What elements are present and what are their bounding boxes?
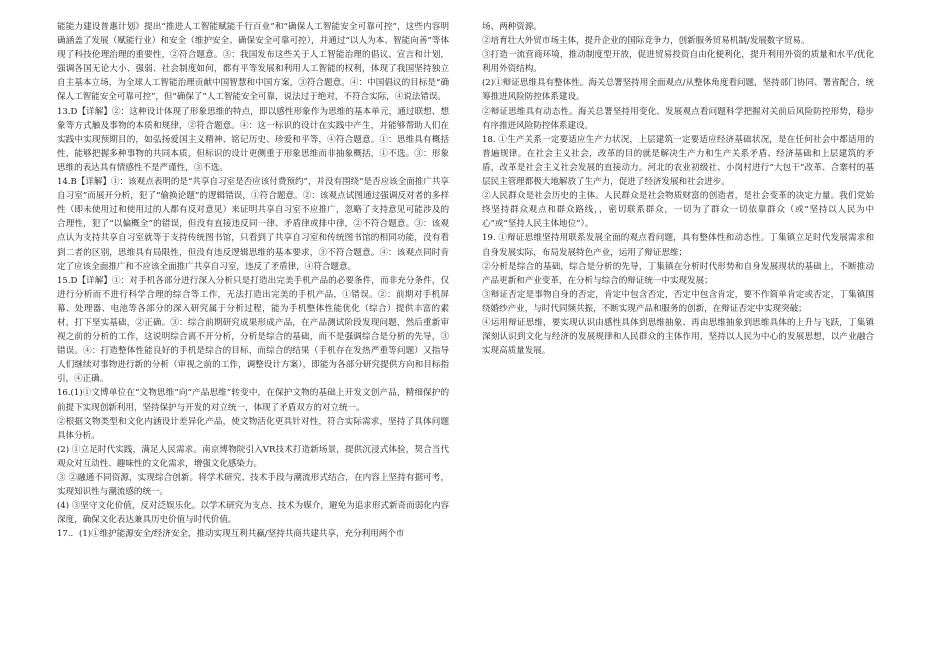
paragraph: ②分析是综合的基础，综合是分析的先导，丁集镇在分析时代形势和自身发展现状的基础上，不断推动产品更新和产业变革，在分析与综合的辩证统一中实现发展； [482, 261, 874, 286]
paragraph: 14.B【详解】①：该观点表明的是“共享自习室是否应该付费预约”，并没有围绕“是否应该全面推广共享自习室”而展开分析，犯了“偷换论题”的逻辑错误，①符合题意。②：该观点试图通过强调反对者的多样性（即未使用过和使用过的人都有反对意见）来证明共享自习室不应推广，忽略了支持意见可能涉及的合理性，犯了“以偏概全”的错误，但没有直接违反同一律、矛盾律或排中律，②不符合题意。③：该观点认为支持共享自习室就等于支持传统图书馆，只看到了共享自习室和传统图书馆的相同功能，没有看到二者的区别，思维具有局限性，但没有违反逻辑思维的基本要求，③不符合题意。④：该观点同时肯定了应该全面推广和不应该全面推广共享自习室，违反了矛盾律，④符合题意。 [57, 177, 449, 272]
paragraph: ②根据文物类型和文化内涵设计差异化产品，使文物活化更具针对性，符合实际需求，坚持了具体问题具体分析。 [57, 416, 449, 441]
paragraph: (2)①辩证思维具有整体性。海关总署坚持用全面观点/从整体角度看问题，坚持部门协同、署省配合，统筹推进风险防控体系建设。 [482, 78, 874, 103]
paragraph: 13.D【详解】②：这种设计体现了形象思维的特点，即以感性形象作为思维的基本单元，通过联想、想象等方式触及事物的本质和规律，②符合题意。④：这一标识的设计在实践中产生，并能够帮助人们在实践中实现预期目的，如弘扬爱国主义精神、铭记历史、珍爱和平等，④符合题意。①：思维具有概括性，能够把握多种事物的共同本质，但标识的设计更侧重于形象思维而非抽象概括，①不选。③：形象思维的表达具有情感性不是严谨性，③不选。 [57, 106, 449, 173]
paragraph: (2) ①立足时代实践，满足人民需求。南京博物院引入VR技术打造新场景，提供沉浸式体验，契合当代观众对互动性、趣味性的文化需求，增强文化感染力。 [57, 444, 449, 469]
paragraph: 场、两种资源。 [482, 22, 542, 32]
paragraph: 18. ①生产关系一定要适应生产力状况，上层建筑一定要适应经济基础状况，是在任何社会中都适用的普遍规律。在社会主义社会，改革的目的就是解决生产力和生产关系矛盾、经济基础和上层建筑的矛盾，改革是社会主义社会发展的直接动力。河北的农业初级社、小岗村进行“大包干”改革、合寨村的基层民主管理都极大地解放了生产力，促进了经济发展和社会进步。 [482, 134, 874, 188]
paragraph: ③辩证否定是事物自身的否定，肯定中包含否定，否定中包含肯定，要不作简单肯定或否定，丁集镇围绕婚纱产业，与时代同频共振，不断实现产品和服务的创新，在辩证否定中实现突破； [482, 289, 874, 314]
left-text-column [57, 20, 449, 541]
paragraph: ②培育壮大外贸市场主体，提升企业的国际竞争力，创新服务贸易机制/发展数字贸易。 [482, 36, 810, 47]
paragraph: 15.D【详解】①：对手机各部分进行深入分析只是打造出完美手机产品的必要条件，而非充分条件，仅进行分析而不进行科学合理的综合等工作，无法打造出完美的手机产品，①错误。②：前期对手机屏幕、处理器、电池等各部分的深入研究属于分析过程，能为手机整体性能优化（综合）提供丰富的素材，打下坚实基础，②正确。③：综合前期研究成果形成产品，在产品测试阶段发现问题，然后重新审视之前的分析的工作，这说明综合离不开分析，分析是综合的基础，而不是强调综合是分析的先导，③错误。④：打造整体性能良好的手机是综合的目标，而综合的结果（手机存在发热严重等问题）又指导人们继续对事物进行新的分析（审视之前的工作，调整设计方案），即能为各部分研究提供方向和目标指引，④正确。 [57, 275, 449, 385]
right-text-column [482, 20, 874, 358]
paragraph: ③打造一流营商环境，推动制度型开放，促进贸易投资自由化便利化，提升利用外资的质量和水平/优化利用外资结构。 [482, 50, 874, 75]
paragraph: ②辩证思维具有动态性。海关总署坚持用变化、发展观点看问题科学把握对关前后风险防控形势，稳步有序推进风险防控体系建设。 [482, 106, 874, 131]
paragraph: 17.．(1)①维护能源安全/经济安全，推动实现互利共赢/坚持共商共建共享，充分利用两个市 [57, 529, 405, 540]
paragraph: 能能力建设普惠计划》提出“推进人工智能赋能千行百业”和“确保人工智能安全可靠可控”，这些内容明确涵盖了发展（赋能行业）和安全（维护安全、确保安全可靠可控），并通过“以人为本、智能向善”等体现了科技伦理治理的重要性，②符合题意。③：我国发布这些关于人工智能治理的倡议、宣言和计划，强调各国无论大小、强弱、社会制度如何，都有平等发展和利用人工智能的权利，体现了我国坚持独立自主基本立场，为全球人工智能治理贡献中国智慧和中国方案，③符合题意。④：中国倡议的目标是“确保人工智能安全可靠可控”，但“确保了”人工智能安全可靠，说法过于绝对，不符合实际，④说法错误。 [57, 22, 449, 103]
paragraph: ②人民群众是社会历史的主体。人民群众是社会物质财富的创造者，是社会变革的决定力量。我们党始终坚持群众观点和群众路线，，密切联系群众，一切为了群众一切依靠群众（或“坚持以人民为中心”或“坚持人民主体地位”）。 [482, 191, 874, 230]
paragraph: (4) ③坚守文化价值，反对泛娱乐化。以学术研究为支点、技术为媒介，避免为追求形式新奇而弱化内容深度，确保文化表达兼具历史价值与时代价值。 [57, 501, 449, 526]
paragraph: ③ ②融通不同资源，实现综合创新。将学术研究、技术手段与潮流形式结合，在内容上坚持有据可考，实现知识性与潮流感的统一。 [57, 473, 449, 498]
paragraph: 16.(1)①文博单位在“文物思维”向“产品思维”转变中，在保护文物的基础上开发文创产品，精细保护的前提下实现创新利用，坚持保护与开发的对立统一，体现了矛盾双方的对立统一。 [57, 388, 449, 413]
paragraph: 19. ①辩证思维坚持用联系发展全面的观点看问题，具有整体性和动态性。丁集镇立足时代发展需求和自身发展实际，布局发展特色产业，运用了辩证思维； [482, 233, 874, 258]
paragraph: ④运用辩证思维，要实现认识由感性具体到思维抽象、再由思维抽象到思维具体的上升与飞跃，丁集镇深刻认识到文化与经济的发展规律和人民群众的主体作用，坚持以人民为中心的发展思想，以产业融合实现高质量发展。 [482, 317, 874, 357]
